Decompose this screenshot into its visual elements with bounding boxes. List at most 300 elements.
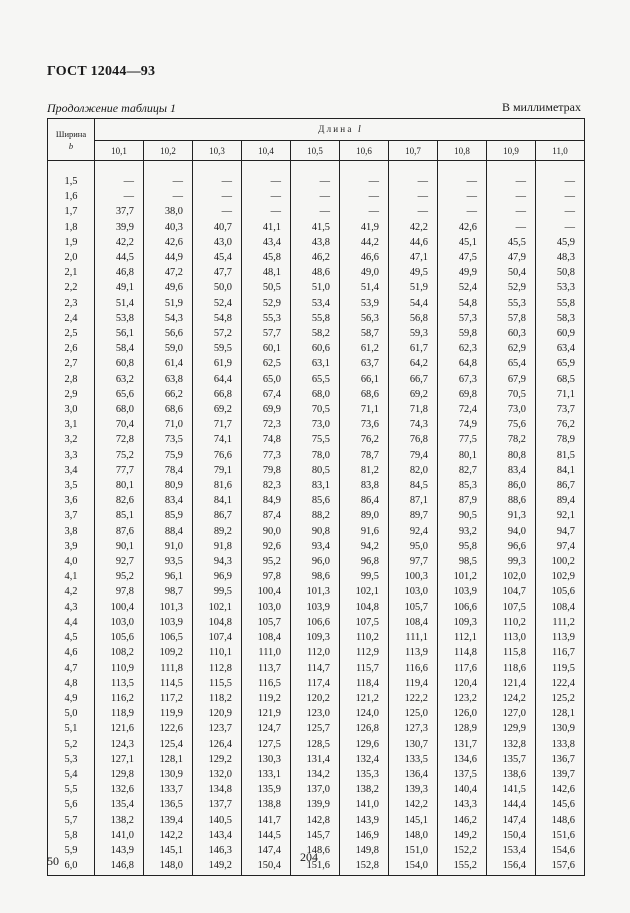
value-cell: 91,3	[487, 508, 536, 523]
value-cell: 80,1	[95, 478, 144, 493]
value-cell: 51,4	[95, 296, 144, 311]
value-cell: 82,0	[389, 463, 438, 478]
table-row	[48, 721, 585, 736]
value-cell: 98,5	[438, 554, 487, 569]
value-cell: 44,9	[144, 250, 193, 265]
value-cell: —	[193, 204, 242, 219]
value-cell: 103,0	[95, 615, 144, 630]
value-cell: 88,2	[291, 508, 340, 523]
value-cell: 65,6	[95, 387, 144, 402]
width-cell: 3,4	[48, 463, 95, 478]
width-cell: 6,0	[48, 858, 95, 876]
width-cell: 1,6	[48, 189, 95, 204]
value-cell: 107,5	[487, 600, 536, 615]
table-row	[48, 417, 585, 432]
width-cell: 2,6	[48, 341, 95, 356]
value-cell: 77,5	[438, 432, 487, 447]
table-row	[48, 752, 585, 767]
value-cell: 45,8	[242, 250, 291, 265]
value-cell: 139,9	[291, 797, 340, 812]
table-row	[48, 296, 585, 311]
value-cell: 111,0	[242, 645, 291, 660]
value-cell: 80,9	[144, 478, 193, 493]
value-cell: 42,2	[389, 220, 438, 235]
length-header-label: Длина	[318, 124, 354, 134]
width-cell: 2,8	[48, 372, 95, 387]
value-cell: 37,7	[95, 204, 144, 219]
value-cell: 89,2	[193, 524, 242, 539]
value-cell: 122,4	[536, 676, 585, 691]
value-cell: 126,8	[340, 721, 389, 736]
value-cell: 99,3	[487, 554, 536, 569]
value-cell: 50,5	[242, 280, 291, 295]
value-cell: 125,7	[291, 721, 340, 736]
value-cell: 121,2	[340, 691, 389, 706]
value-cell: 145,7	[291, 828, 340, 843]
value-cell: 152,2	[438, 843, 487, 858]
value-cell: —	[536, 189, 585, 204]
value-cell: 91,6	[340, 524, 389, 539]
value-cell: 73,6	[340, 417, 389, 432]
value-cell: —	[487, 204, 536, 219]
value-cell: 145,1	[144, 843, 193, 858]
value-cell: 44,6	[389, 235, 438, 250]
value-cell: 45,4	[193, 250, 242, 265]
value-cell: 111,1	[389, 630, 438, 645]
width-cell: 2,1	[48, 265, 95, 280]
value-cell: 43,8	[291, 235, 340, 250]
value-cell: 82,7	[438, 463, 487, 478]
table-row	[48, 508, 585, 523]
value-cell: 142,2	[389, 797, 438, 812]
value-cell: 80,1	[438, 448, 487, 463]
table-row	[48, 645, 585, 660]
value-cell: 128,5	[291, 737, 340, 752]
value-cell: 128,1	[144, 752, 193, 767]
width-cell: 3,1	[48, 417, 95, 432]
value-cell: 134,8	[193, 782, 242, 797]
value-cell: 95,8	[438, 539, 487, 554]
value-cell: —	[291, 204, 340, 219]
value-cell: 82,3	[242, 478, 291, 493]
value-cell: 115,8	[487, 645, 536, 660]
value-cell: 108,4	[389, 615, 438, 630]
value-cell: 120,9	[193, 706, 242, 721]
value-cell: 48,1	[242, 265, 291, 280]
table-row	[48, 341, 585, 356]
value-cell: 124,3	[95, 737, 144, 752]
value-cell: 63,8	[144, 372, 193, 387]
value-cell: 124,2	[487, 691, 536, 706]
length-column-header: 11,0	[536, 141, 585, 161]
value-cell: 115,7	[340, 661, 389, 676]
value-cell: 59,0	[144, 341, 193, 356]
value-cell: 92,1	[536, 508, 585, 523]
table-row	[48, 569, 585, 584]
value-cell: 53,4	[291, 296, 340, 311]
value-cell: 117,2	[144, 691, 193, 706]
value-cell: 143,4	[193, 828, 242, 843]
value-cell: 59,3	[389, 326, 438, 341]
value-cell: 69,2	[193, 402, 242, 417]
value-cell: —	[95, 189, 144, 204]
value-cell: 131,7	[438, 737, 487, 752]
value-cell: 128,1	[536, 706, 585, 721]
width-cell: 4,0	[48, 554, 95, 569]
value-cell: 50,0	[193, 280, 242, 295]
value-cell: 140,5	[193, 813, 242, 828]
table-row	[48, 539, 585, 554]
value-cell: 100,4	[95, 600, 144, 615]
value-cell: 41,9	[340, 220, 389, 235]
width-cell: 2,4	[48, 311, 95, 326]
value-cell: 130,9	[144, 767, 193, 782]
value-cell: 134,6	[438, 752, 487, 767]
value-cell: 62,5	[242, 356, 291, 371]
value-cell: 114,7	[291, 661, 340, 676]
length-column-header: 10,9	[487, 141, 536, 161]
value-cell: 76,2	[340, 432, 389, 447]
value-cell: 113,9	[536, 630, 585, 645]
value-cell: 83,1	[291, 478, 340, 493]
value-cell: 83,8	[340, 478, 389, 493]
table-row	[48, 448, 585, 463]
value-cell: 43,4	[242, 235, 291, 250]
value-cell: 85,9	[144, 508, 193, 523]
table-row	[48, 584, 585, 599]
value-cell: 73,0	[291, 417, 340, 432]
value-cell: 106,5	[144, 630, 193, 645]
width-cell: 2,9	[48, 387, 95, 402]
value-cell: 146,3	[193, 843, 242, 858]
value-cell: 73,0	[487, 402, 536, 417]
value-cell: 71,1	[536, 387, 585, 402]
value-cell: 114,8	[438, 645, 487, 660]
value-cell: 104,7	[487, 584, 536, 599]
value-cell: 81,5	[536, 448, 585, 463]
value-cell: 122,6	[144, 721, 193, 736]
value-cell: 96,0	[291, 554, 340, 569]
value-cell: 121,6	[95, 721, 144, 736]
value-cell: 138,8	[242, 797, 291, 812]
value-cell: 46,2	[291, 250, 340, 265]
value-cell: 58,3	[536, 311, 585, 326]
value-cell: 150,4	[242, 858, 291, 876]
value-cell: 68,6	[340, 387, 389, 402]
value-cell: 142,2	[144, 828, 193, 843]
value-cell: 71,0	[144, 417, 193, 432]
width-cell: 4,9	[48, 691, 95, 706]
width-cell: 1,8	[48, 220, 95, 235]
value-cell: 146,9	[340, 828, 389, 843]
value-cell: 114,5	[144, 676, 193, 691]
width-cell: 2,2	[48, 280, 95, 295]
value-cell: 97,8	[95, 584, 144, 599]
value-cell: —	[438, 204, 487, 219]
value-cell: 143,9	[340, 813, 389, 828]
value-cell: 117,6	[438, 661, 487, 676]
value-cell: —	[242, 189, 291, 204]
width-cell: 5,7	[48, 813, 95, 828]
value-cell: —	[487, 189, 536, 204]
value-cell: 110,2	[487, 615, 536, 630]
value-cell: 106,6	[438, 600, 487, 615]
value-cell: 42,6	[144, 235, 193, 250]
value-cell: 53,9	[340, 296, 389, 311]
value-cell: 135,3	[340, 767, 389, 782]
value-cell: 103,9	[144, 615, 193, 630]
value-cell: 54,8	[438, 296, 487, 311]
value-cell: 71,7	[193, 417, 242, 432]
width-cell: 5,4	[48, 767, 95, 782]
length-group-header	[95, 119, 585, 141]
value-cell: 69,8	[438, 387, 487, 402]
value-cell: 41,1	[242, 220, 291, 235]
value-cell: 112,1	[438, 630, 487, 645]
value-cell: 112,8	[193, 661, 242, 676]
value-cell: 49,5	[389, 265, 438, 280]
value-cell: 132,8	[487, 737, 536, 752]
table-row	[48, 554, 585, 569]
value-cell: 55,3	[487, 296, 536, 311]
value-cell: 148,0	[389, 828, 438, 843]
value-cell: —	[95, 174, 144, 189]
value-cell: 143,9	[95, 843, 144, 858]
value-cell: —	[291, 189, 340, 204]
value-cell: 56,8	[389, 311, 438, 326]
value-cell: 113,0	[487, 630, 536, 645]
value-cell: 149,8	[340, 843, 389, 858]
value-cell: 118,4	[340, 676, 389, 691]
value-cell: 92,6	[242, 539, 291, 554]
value-cell: 78,0	[291, 448, 340, 463]
value-cell: 121,9	[242, 706, 291, 721]
value-cell: —	[340, 174, 389, 189]
width-column-header	[48, 119, 95, 161]
value-cell: 132,4	[340, 752, 389, 767]
value-cell: 138,6	[487, 767, 536, 782]
width-cell: 3,9	[48, 539, 95, 554]
value-cell: 63,7	[340, 356, 389, 371]
length-column-header: 10,6	[340, 141, 389, 161]
value-cell: 141,7	[242, 813, 291, 828]
value-cell: 80,5	[291, 463, 340, 478]
width-cell: 5,6	[48, 797, 95, 812]
width-cell: 3,2	[48, 432, 95, 447]
value-cell: 46,8	[95, 265, 144, 280]
value-cell: 133,7	[144, 782, 193, 797]
table-row	[48, 524, 585, 539]
value-cell: 42,2	[95, 235, 144, 250]
table-row	[48, 204, 585, 219]
value-cell: 60,3	[487, 326, 536, 341]
value-cell: 109,3	[291, 630, 340, 645]
value-cell: 119,4	[389, 676, 438, 691]
value-cell: —	[536, 204, 585, 219]
value-cell: 104,8	[193, 615, 242, 630]
value-cell: 50,8	[536, 265, 585, 280]
value-cell: 119,2	[242, 691, 291, 706]
value-cell: 64,8	[438, 356, 487, 371]
width-cell: 5,2	[48, 737, 95, 752]
value-cell: 68,0	[291, 387, 340, 402]
value-cell: 133,1	[242, 767, 291, 782]
value-cell: 123,7	[193, 721, 242, 736]
value-cell: 75,9	[144, 448, 193, 463]
table-row	[48, 630, 585, 645]
value-cell: 68,0	[95, 402, 144, 417]
value-cell: 94,3	[193, 554, 242, 569]
value-cell: 87,9	[438, 493, 487, 508]
value-cell: 129,9	[487, 721, 536, 736]
value-cell: 66,7	[389, 372, 438, 387]
value-cell: 60,8	[95, 356, 144, 371]
value-cell: 58,7	[340, 326, 389, 341]
value-cell: 119,5	[536, 661, 585, 676]
value-cell: 87,1	[389, 493, 438, 508]
value-cell: 145,6	[536, 797, 585, 812]
value-cell: 102,1	[193, 600, 242, 615]
value-cell: 93,2	[438, 524, 487, 539]
value-cell: 130,9	[536, 721, 585, 736]
value-cell: 106,6	[291, 615, 340, 630]
value-cell: 113,9	[389, 645, 438, 660]
value-cell: 105,6	[536, 584, 585, 599]
value-cell: 140,4	[438, 782, 487, 797]
width-cell: 4,7	[48, 661, 95, 676]
value-cell: 79,4	[389, 448, 438, 463]
value-cell: 84,1	[536, 463, 585, 478]
value-cell: —	[144, 189, 193, 204]
value-cell: 70,5	[291, 402, 340, 417]
value-cell: 120,4	[438, 676, 487, 691]
value-cell: —	[389, 174, 438, 189]
value-cell: 42,6	[438, 220, 487, 235]
value-cell: 95,2	[242, 554, 291, 569]
value-cell: 96,8	[340, 554, 389, 569]
length-column-header: 10,3	[193, 141, 242, 161]
value-cell: 101,3	[144, 600, 193, 615]
value-cell: 74,8	[242, 432, 291, 447]
value-cell: 63,1	[291, 356, 340, 371]
value-cell: 78,2	[487, 432, 536, 447]
value-cell: 116,2	[95, 691, 144, 706]
value-cell: 107,4	[193, 630, 242, 645]
value-cell: 135,7	[487, 752, 536, 767]
value-cell: 83,4	[144, 493, 193, 508]
value-cell: 101,3	[291, 584, 340, 599]
table-row	[48, 706, 585, 721]
value-cell: 60,9	[536, 326, 585, 341]
value-cell: 143,3	[438, 797, 487, 812]
value-cell: 55,8	[536, 296, 585, 311]
value-cell: 97,4	[536, 539, 585, 554]
length-column-header: 10,2	[144, 141, 193, 161]
value-cell: 74,9	[438, 417, 487, 432]
table-row	[48, 782, 585, 797]
value-cell: 108,4	[242, 630, 291, 645]
value-cell: 90,8	[291, 524, 340, 539]
value-cell: 120,2	[291, 691, 340, 706]
table-row	[48, 372, 585, 387]
value-cell: —	[144, 174, 193, 189]
value-cell: 148,6	[536, 813, 585, 828]
value-cell: 111,2	[536, 615, 585, 630]
value-cell: 61,7	[389, 341, 438, 356]
length-column-header: 10,5	[291, 141, 340, 161]
value-cell: 57,8	[487, 311, 536, 326]
value-cell: 48,6	[291, 265, 340, 280]
width-cell: 5,5	[48, 782, 95, 797]
table-row	[48, 493, 585, 508]
value-cell: 89,4	[536, 493, 585, 508]
value-cell: 75,6	[487, 417, 536, 432]
value-cell: 129,6	[340, 737, 389, 752]
value-cell: 110,9	[95, 661, 144, 676]
value-cell: 70,5	[487, 387, 536, 402]
width-cell: 2,0	[48, 250, 95, 265]
value-cell: 70,4	[95, 417, 144, 432]
value-cell: 52,9	[487, 280, 536, 295]
value-cell: 115,5	[193, 676, 242, 691]
value-cell: 79,8	[242, 463, 291, 478]
value-cell: 49,9	[438, 265, 487, 280]
width-header-symbol: b	[68, 140, 74, 151]
value-cell: 151,6	[536, 828, 585, 843]
table-row	[48, 828, 585, 843]
value-cell: 113,5	[95, 676, 144, 691]
value-cell: 65,4	[487, 356, 536, 371]
value-cell: 109,2	[144, 645, 193, 660]
value-cell: 86,7	[193, 508, 242, 523]
value-cell: 85,6	[291, 493, 340, 508]
value-cell: 142,8	[291, 813, 340, 828]
value-cell: 90,1	[95, 539, 144, 554]
value-cell: 68,5	[536, 372, 585, 387]
value-cell: 116,7	[536, 645, 585, 660]
value-cell: 141,5	[487, 782, 536, 797]
width-cell: 4,3	[48, 600, 95, 615]
width-cell: 3,3	[48, 448, 95, 463]
value-cell: 103,0	[389, 584, 438, 599]
value-cell: 71,1	[340, 402, 389, 417]
length-column-header: 10,8	[438, 141, 487, 161]
value-cell: 144,5	[242, 828, 291, 843]
value-cell: 98,6	[291, 569, 340, 584]
value-cell: 135,9	[242, 782, 291, 797]
value-cell: 125,2	[536, 691, 585, 706]
value-cell: 105,6	[95, 630, 144, 645]
table-row	[48, 402, 585, 417]
width-cell: 4,5	[48, 630, 95, 645]
value-cell: —	[242, 174, 291, 189]
value-cell: 44,5	[95, 250, 144, 265]
value-cell: 76,6	[193, 448, 242, 463]
value-cell: 86,0	[487, 478, 536, 493]
value-cell: —	[242, 204, 291, 219]
value-cell: 51,9	[144, 296, 193, 311]
value-cell: 147,4	[242, 843, 291, 858]
value-cell: 123,2	[438, 691, 487, 706]
value-cell: 48,3	[536, 250, 585, 265]
value-cell: 64,2	[389, 356, 438, 371]
value-cell: 85,1	[95, 508, 144, 523]
value-cell: 76,2	[536, 417, 585, 432]
value-cell: 90,5	[438, 508, 487, 523]
value-cell: 84,9	[242, 493, 291, 508]
value-cell: 57,7	[242, 326, 291, 341]
value-cell: 139,7	[536, 767, 585, 782]
